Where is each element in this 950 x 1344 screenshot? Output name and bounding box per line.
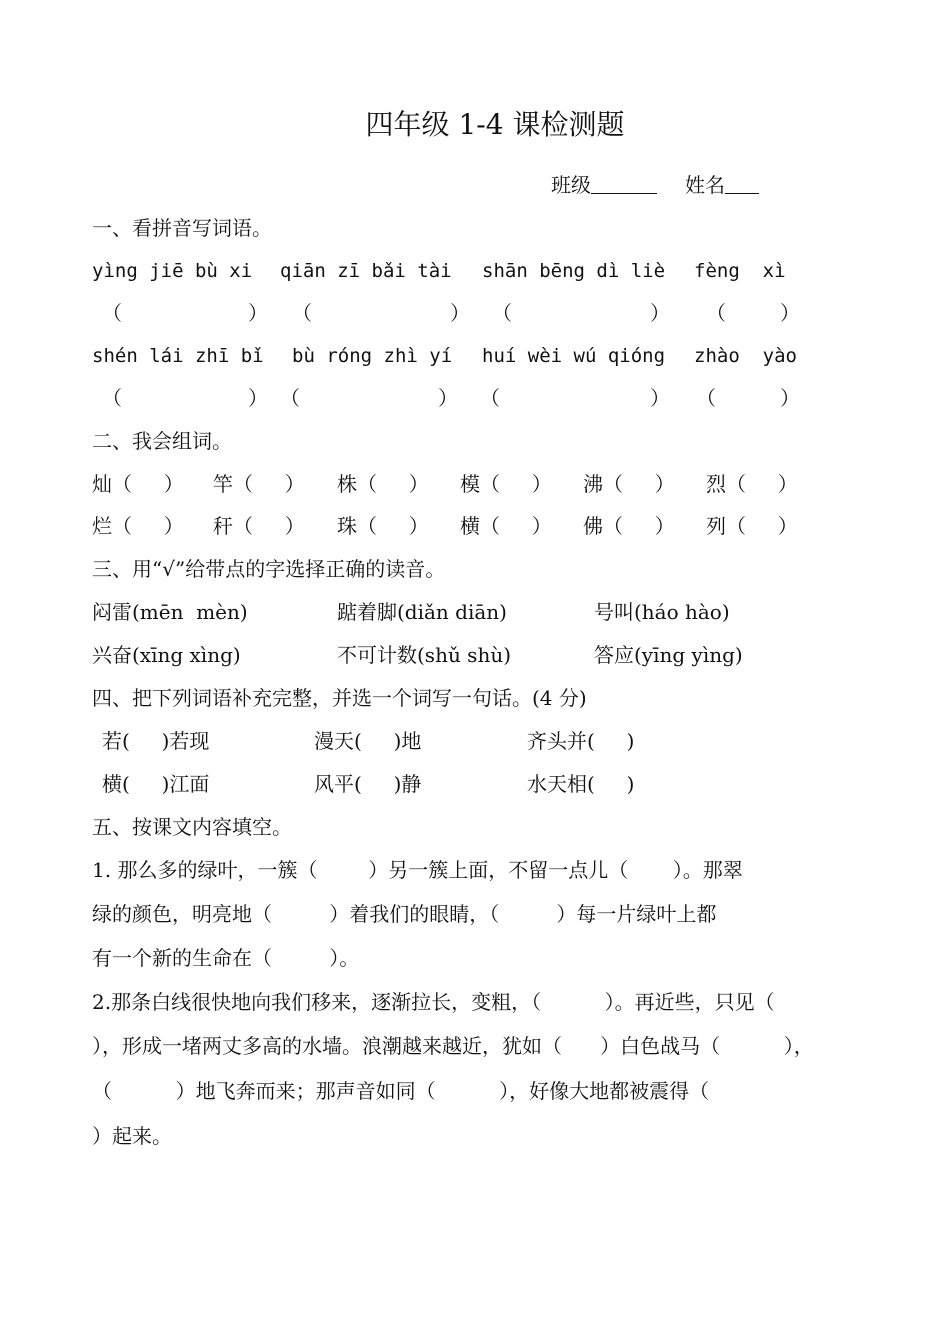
answer-box-close: ） [438, 386, 458, 410]
section-3-heading: 三、用“√”给带点的字选择正确的读音。 [92, 557, 446, 581]
passage-line[interactable]: （ ）地飞奔而来；那声音如同（ ），好像大地都被震得（ [92, 1079, 710, 1103]
idiom-item[interactable]: 若( )若现 [102, 729, 210, 753]
idiom-item[interactable]: 横( )江面 [102, 772, 210, 796]
class-field[interactable] [551, 172, 657, 198]
idiom-item[interactable]: 齐头并( ) [527, 729, 635, 753]
name-field[interactable] [685, 172, 759, 198]
pinyin-6: bù róng zhì yí [292, 345, 453, 367]
passage-line[interactable]: 有一个新的生命在（ ）。 [92, 946, 360, 970]
word-item[interactable]: 株（ ） [337, 472, 429, 496]
word-item[interactable]: 沸（ ） [583, 472, 675, 496]
pronunciation-item[interactable]: 号叫(háo hào) [594, 600, 730, 624]
section-1-heading: 一、看拼音写词语。 [92, 216, 272, 240]
word-item[interactable]: 模（ ） [460, 472, 552, 496]
idiom-item[interactable]: 风平( )静 [314, 772, 422, 796]
pinyin-8: zhào yào [694, 345, 797, 367]
name-blank[interactable] [725, 173, 759, 194]
word-item[interactable]: 列（ ） [706, 514, 798, 538]
answer-box[interactable]: （ [492, 301, 512, 325]
answer-box-close: ） [780, 301, 800, 325]
word-item[interactable]: 灿（ ） [92, 472, 184, 496]
answer-box-close: ） [450, 301, 470, 325]
pinyin-5: shén lái zhī bǐ [92, 345, 264, 367]
passage-line[interactable]: ），形成一堵两丈多高的水墙。浪潮越来越近，犹如（ ）白色战马（ ）， [92, 1034, 814, 1058]
word-item[interactable]: 珠（ ） [337, 514, 429, 538]
name-label: 姓名 [685, 173, 725, 197]
page-title: 四年级 1-4 课检测题 [365, 108, 625, 141]
section-5-heading: 五、按课文内容填空。 [92, 815, 292, 839]
answer-box-close: ） [248, 301, 268, 325]
passage-line[interactable]: 2.那条白线很快地向我们移来，逐渐拉长，变粗，（ ）。再近些，只见（ [92, 990, 775, 1014]
pronunciation-item[interactable]: 闷雷(mēn mèn) [92, 600, 248, 624]
word-item[interactable]: 秆（ ） [213, 514, 305, 538]
section-4-heading: 四、把下列词语补充完整，并选一个词写一句话。(4 分) [92, 686, 587, 710]
answer-box[interactable]: （ [102, 301, 122, 325]
passage-line[interactable]: 绿的颜色，明亮地（ ）着我们的眼睛，（ ）每一片绿叶上都 [92, 902, 717, 926]
answer-box-close: ） [650, 301, 670, 325]
class-blank[interactable] [591, 173, 657, 194]
pinyin-7: huí wèi wú qióng [482, 345, 666, 367]
class-label: 班级 [551, 173, 591, 197]
pronunciation-item[interactable]: 不可计数(shǔ shù) [337, 643, 512, 667]
answer-box[interactable]: （ [280, 386, 300, 410]
pronunciation-item[interactable]: 兴奋(xīng xìng) [92, 643, 241, 667]
answer-box[interactable]: （ [706, 301, 726, 325]
idiom-item[interactable]: 漫天( )地 [314, 729, 422, 753]
passage-line[interactable]: 1. 那么多的绿叶，一簇（ ）另一簇上面，不留一点儿（ ）。那翠 [92, 858, 743, 882]
answer-box-close: ） [248, 386, 268, 410]
idiom-item[interactable]: 水天相( ) [527, 772, 635, 796]
answer-box[interactable]: （ [102, 386, 122, 410]
pinyin-4: fèng xì [694, 260, 786, 282]
passage-line[interactable]: ）起来。 [92, 1124, 172, 1148]
word-item[interactable]: 佛（ ） [583, 514, 675, 538]
answer-box[interactable]: （ [292, 301, 312, 325]
word-item[interactable]: 烈（ ） [706, 472, 798, 496]
answer-box-close: ） [780, 386, 800, 410]
word-item[interactable]: 横（ ） [460, 514, 552, 538]
answer-box-close: ） [650, 386, 670, 410]
pinyin-2: qiān zī bǎi tài [280, 260, 452, 282]
pronunciation-item[interactable]: 答应(yīng yìng) [594, 643, 743, 667]
answer-box[interactable]: （ [480, 386, 500, 410]
answer-box[interactable]: （ [696, 386, 716, 410]
word-item[interactable]: 竿（ ） [213, 472, 305, 496]
section-2-heading: 二、我会组词。 [92, 429, 232, 453]
pronunciation-item[interactable]: 踮着脚(diǎn diān) [337, 600, 507, 624]
pinyin-3: shān bēng dì liè [482, 260, 666, 282]
word-item[interactable]: 烂（ ） [92, 514, 184, 538]
pinyin-1: yìng jiē bù xi [92, 260, 253, 282]
